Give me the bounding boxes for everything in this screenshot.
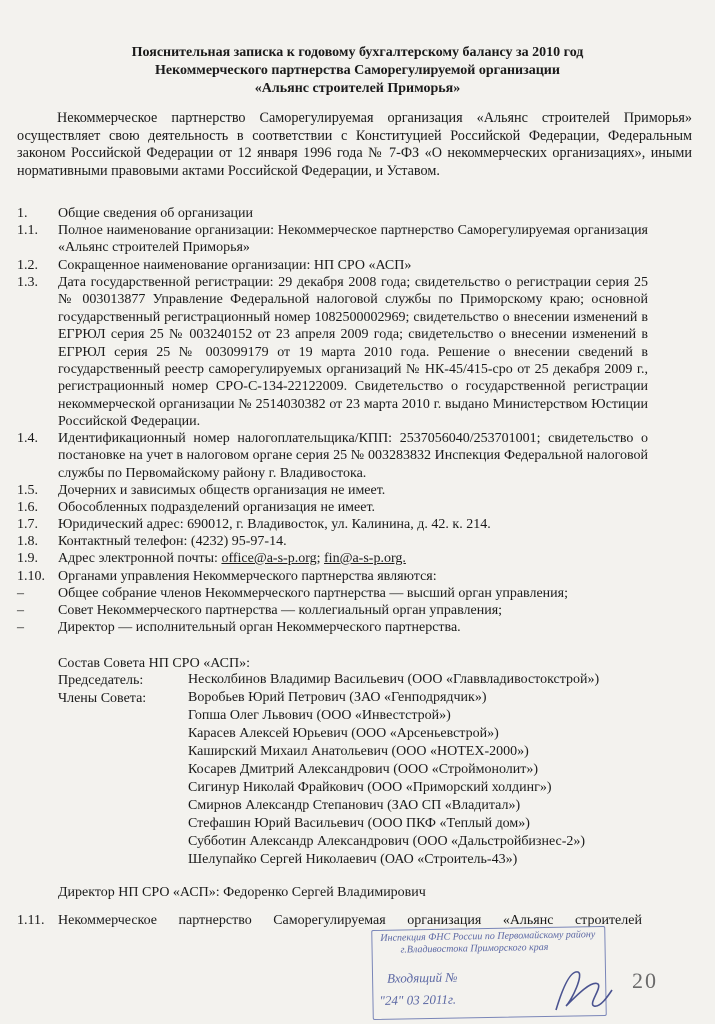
item-number: 1.1. xyxy=(17,223,38,238)
item-text: Дочерних и зависимых обществ организация не имеет. xyxy=(58,483,386,498)
intro-text: Некоммерческое партнерство Саморегулируемая организация «Альянс строителей Приморья» осуществляет свою деятельность в соответствии с Конституцией Российской Федерации, Федеральным законом Российской Федерации от 12 января 1996 года № 7-ФЗ «О некоммерческих организациях», иными нормативными правовыми актами Российской Федерации, и Уставом. xyxy=(17,110,692,179)
email-label: Адрес электронной почты: xyxy=(58,551,218,566)
item-text: Общие сведения об организации xyxy=(58,206,254,221)
council-member: Карасев Алексей Юрьевич (ООО «Арсеньевстрой») xyxy=(188,726,499,741)
item-text: Контактный телефон: (4232) 95-97-14. xyxy=(58,534,287,549)
stamp-line-1: Инспекция ФНС России по Первомайскому району xyxy=(380,929,596,944)
item-number: 1.5. xyxy=(17,483,38,498)
item-number: 1.2. xyxy=(17,258,38,273)
email-link-office[interactable]: office@a-s-p.org xyxy=(221,551,317,566)
email-separator: ; xyxy=(316,551,321,566)
council-member: Шелупайко Сергей Николаевич (ОАО «Строитель-43») xyxy=(188,852,518,867)
stamp-line-4: "24" 03 2011г. xyxy=(379,991,457,1008)
stamp-line-2: г.Владивостока Приморского края xyxy=(400,941,549,956)
title-line-3: «Альянс строителей Приморья» xyxy=(254,81,461,96)
item-text: Сокращенное наименование организации: НП СРО «АСП» xyxy=(58,258,412,273)
item-number: 1.3. xyxy=(17,275,38,290)
council-member: Субботин Александр Александрович (ООО «Дальстройбизнес-2») xyxy=(188,834,586,849)
item-number: 1.4. xyxy=(17,431,38,446)
council-member: Косарев Дмитрий Александрович (ООО «Строймонолит») xyxy=(188,762,539,777)
item-text: Полное наименование организации: Некоммерческое партнерство Саморегулируемая организация «Альянс строителей Приморья» xyxy=(58,223,648,256)
stamp-line-3: Входящий № xyxy=(386,969,458,986)
item-number: 1.9. xyxy=(17,551,38,566)
title-line-2: Некоммерческого партнерства Саморегулируемой организации xyxy=(155,63,560,78)
council-member: Воробьев Юрий Петрович (ЗАО «Генподрядчик») xyxy=(188,690,487,705)
item-text: Юридический адрес: 690012, г. Владивосток, ул. Калинина, д. 42. к. 214. xyxy=(58,517,491,532)
item-text: Директор — исполнительный орган Некоммерческого партнерства. xyxy=(58,620,461,635)
title-line-1: Пояснительная записка к годовому бухгалтерскому балансу за 2010 год xyxy=(131,45,584,60)
item-text: Дата государственной регистрации: 29 декабря 2008 года; свидетельство о регистрации серия 25 № 003013877 Управление Федеральной налоговой службы по Приморскому краю; основной государственный регистрационный номер 1082500002969; свидетельство о внесении изменений в ЕГРЮЛ серия 25 № 003240152 от 23 апреля 2009 года; свидетельство о внесении изменений в ЕГРЮЛ серия 25 № 003099179 от 19 марта 2010 года. Решение о внесении сведений в государственный реестр саморегулируемых организаций № НК-45/415-сро от 25 декабря 2009 г., регистрационный номер СРО-С-134-22122009. Свидетельство о государственной регистрации некоммерческой организации № 2514030382 от 23 марта 2010 г. выдано Министерством Юстиции Российской Федерации. xyxy=(58,275,648,430)
council-member: Стефашин Юрий Васильевич (ООО ПКФ «Теплый дом») xyxy=(188,816,530,831)
signature-icon xyxy=(548,960,618,1020)
item-dash: – xyxy=(17,586,24,601)
item-text-wrap xyxy=(58,550,648,567)
members-role-label: Члены Совета: xyxy=(58,691,147,706)
item-text: Органами управления Некоммерческого партнерства являются: xyxy=(58,569,437,584)
item-text: Обособленных подразделений организация не имеет. xyxy=(58,500,376,515)
chair-role-label: Председатель: xyxy=(58,673,144,688)
council-member: Смирнов Александр Степанович (ЗАО СП «Владитал») xyxy=(188,798,521,813)
item-text: Общее собрание членов Некоммерческого партнерства — высший орган управления; xyxy=(58,586,568,601)
item-dash: – xyxy=(17,620,24,635)
council-heading: Состав Совета НП СРО «АСП»: xyxy=(58,656,250,671)
item-number: 1.10. xyxy=(17,569,45,584)
intro-paragraph xyxy=(17,110,692,180)
item-number: 1.11. xyxy=(17,913,45,928)
council-member: Гопша Олег Львович (ООО «Инвестстрой») xyxy=(188,708,451,723)
council-member: Несколбинов Владимир Васильевич (ООО «Главвладивостокстрой») xyxy=(188,672,600,687)
council-member: Сигинур Николай Фрайкович (ООО «Приморский холдинг») xyxy=(188,780,552,795)
item-number: 1.7. xyxy=(17,517,38,532)
item-text: Идентификационный номер налогоплательщика/КПП: 2537056040/253701001; свидетельство о постановке на учет в налоговом органе серия 25 № 003283832 Инспекция Федеральной налоговой службы по Первомайскому району г. Владивостока. xyxy=(58,431,648,481)
item-dash: – xyxy=(17,603,24,618)
page-number: 20 xyxy=(632,968,658,993)
item-number: 1.6. xyxy=(17,500,38,515)
item-number: 1. xyxy=(17,206,28,221)
council-member: Каширский Михаил Анатольевич (ООО «НОТЕХ-2000») xyxy=(188,744,529,759)
item-text: Совет Некоммерческого партнерства — коллегиальный орган управления; xyxy=(58,603,503,618)
item-number: 1.8. xyxy=(17,534,38,549)
director-line: Директор НП СРО «АСП»: Федоренко Сергей Владимирович xyxy=(58,885,426,900)
item-text: Некоммерческое партнерство Саморегулируемая организация «Альянс строителей xyxy=(58,913,642,928)
email-link-fin[interactable]: fin@a-s-p.org. xyxy=(324,551,406,566)
